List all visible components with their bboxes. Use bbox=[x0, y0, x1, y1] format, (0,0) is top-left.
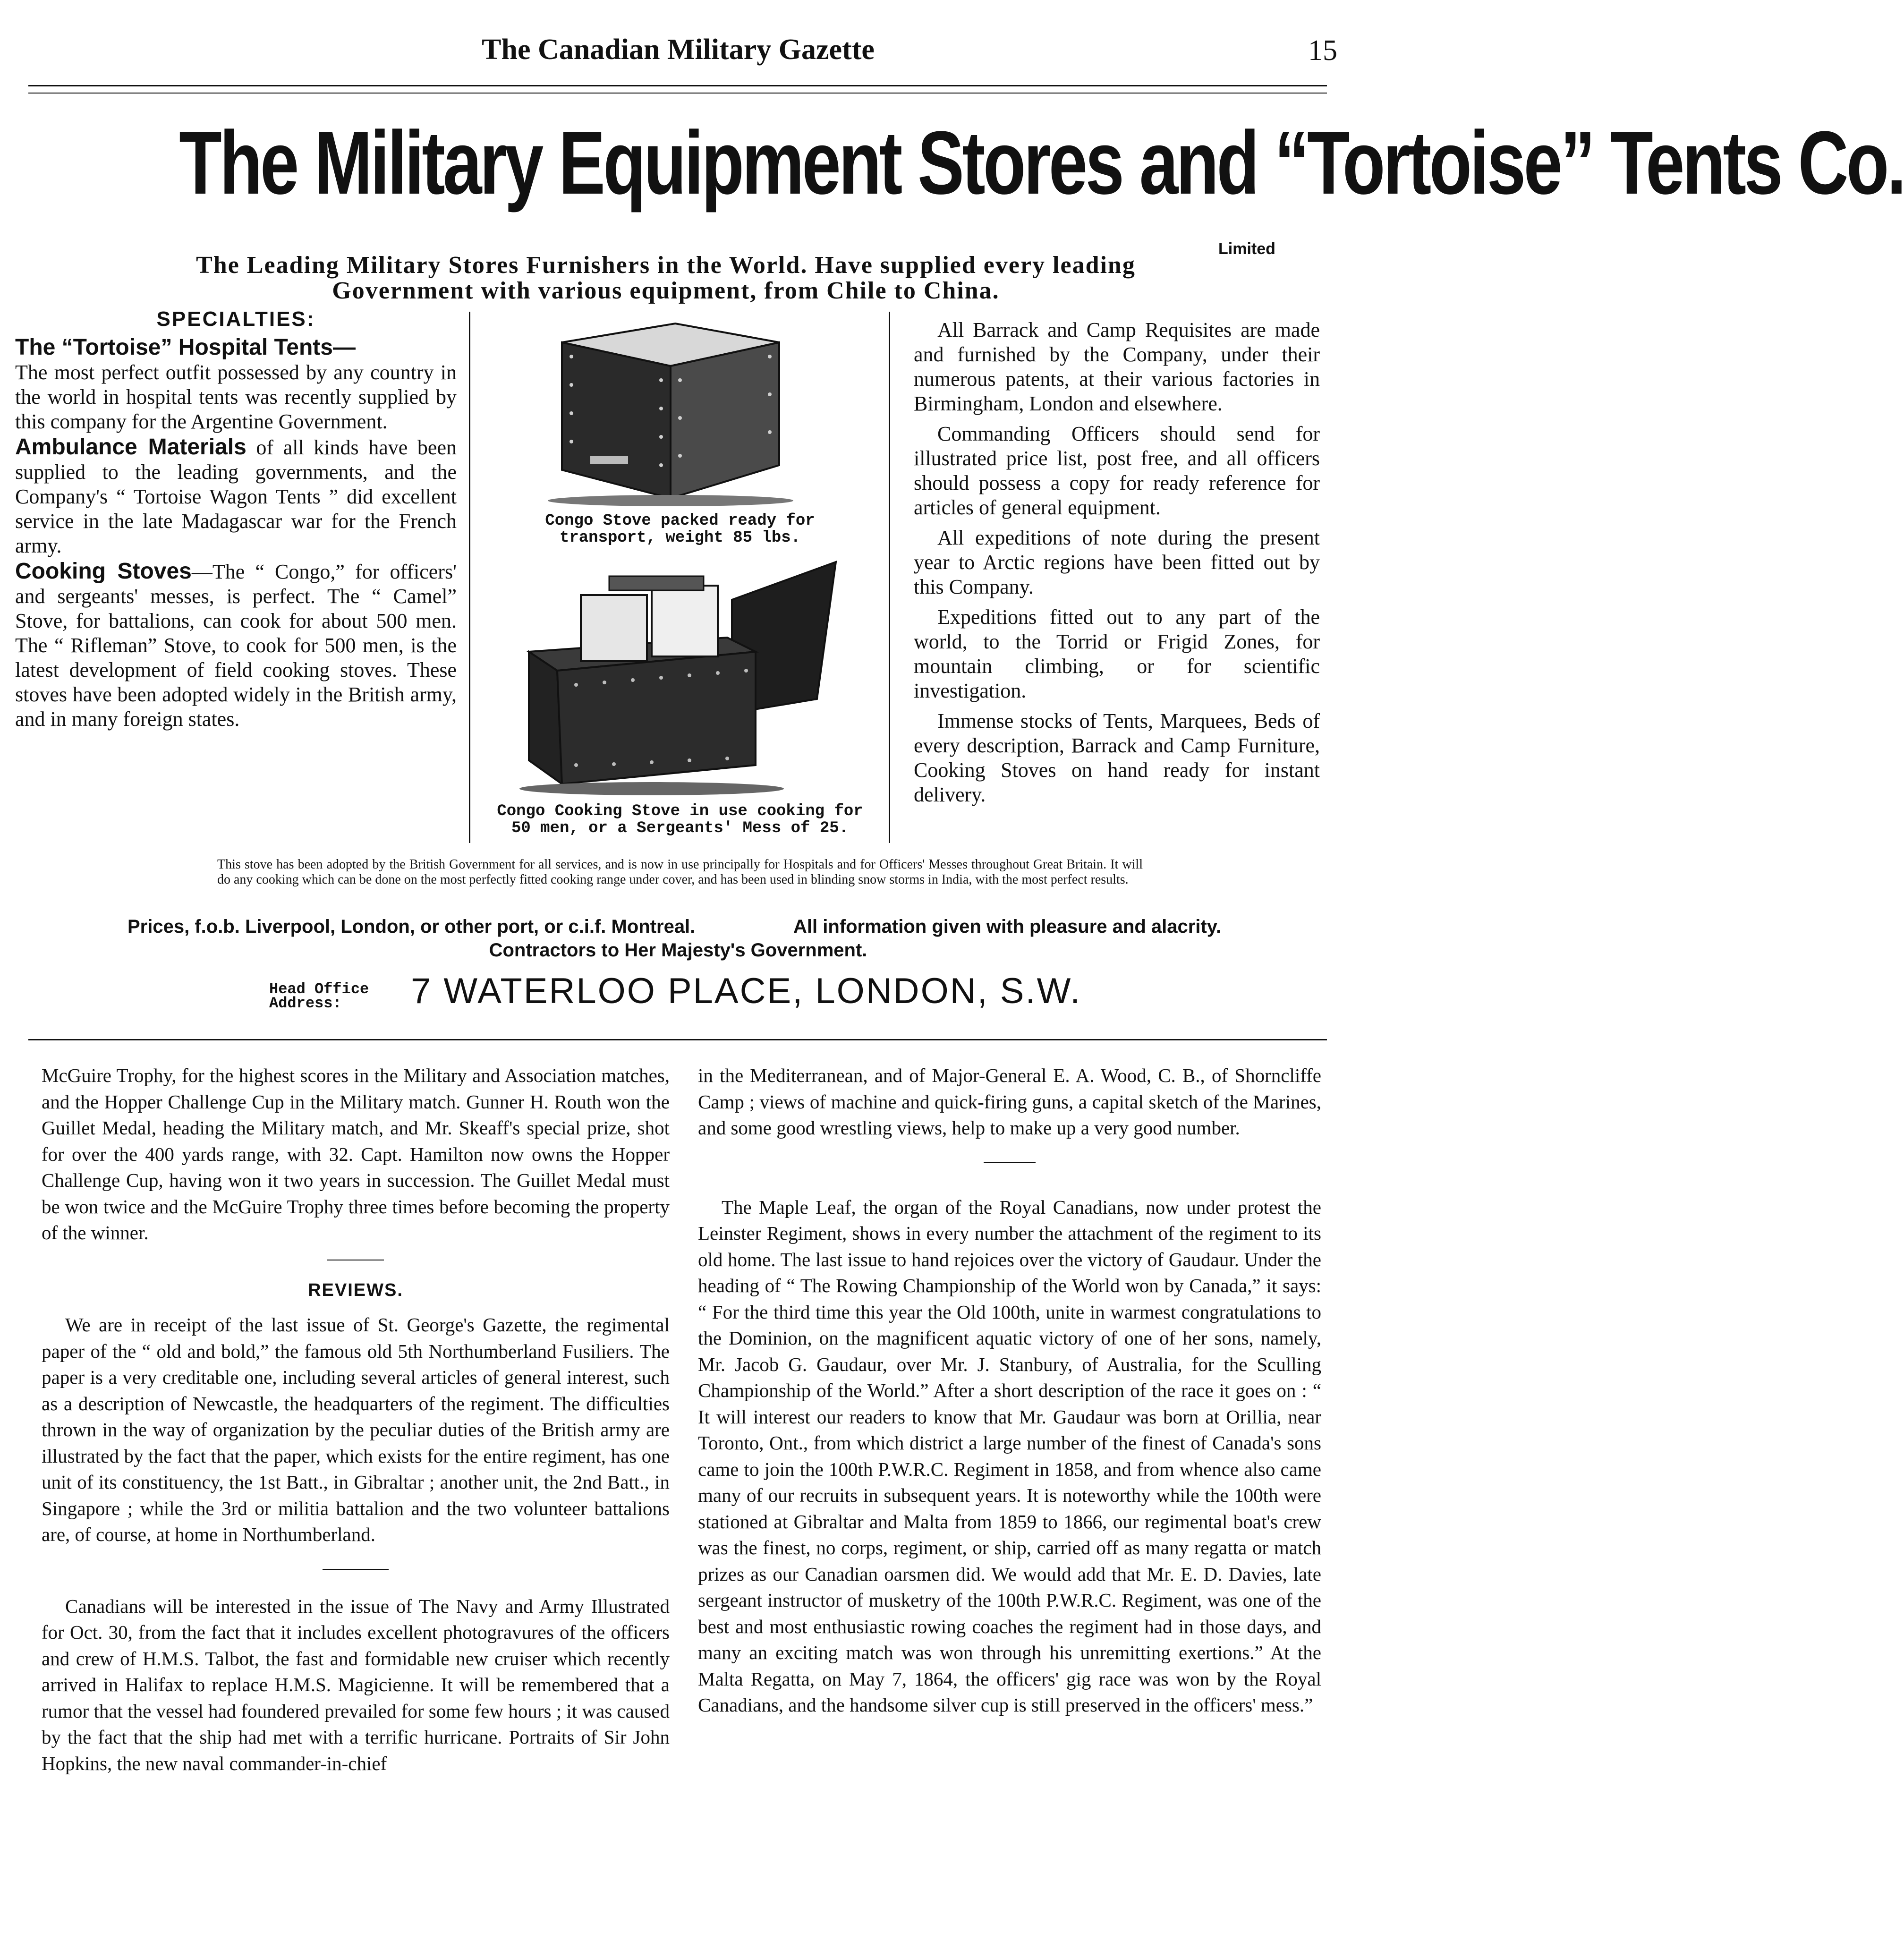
head-office-label bbox=[269, 982, 369, 1011]
tents-text: The most perfect outfit possessed by any country in the world in hospital tents was recently supplied by this company for the Argentine Government. bbox=[15, 361, 457, 433]
reviews-heading: REVIEWS. bbox=[308, 1280, 403, 1300]
head-office-label-line-1: Head Office bbox=[269, 980, 369, 998]
right-para-2: Commanding Officers should send for illustrated price list, post free, and all officers should possess a copy for ready reference for articles of general equipment. bbox=[914, 422, 1320, 519]
ambulance-heading: Ambulance Materials bbox=[15, 434, 246, 460]
right-para-4: Expeditions fitted out to any part of the world, to the Torrid or Frigid Zones, for mountain climbing, or for scientific investigation. bbox=[914, 605, 1320, 702]
article-left-para-3: Canadians will be interested in the issue of The Navy and Army Illustrated for Oct. 30, from the fact that it includes excellent photogravures of the officers and crew of H.M.S. Talbot, the fast and formidable new cruiser which recently arrived in Halifax to replace H.M.S. Magicienne. It will be remembered that a rumor that the vessel had foundered prevailed for some few hours ; it was caused by the fact that the ship had met with a terrific hurricane. Portraits of Sir John Hopkins, the new naval commander-in-chief bbox=[42, 1595, 670, 1774]
right-para-3: All expeditions of note during the present year to Arctic regions have been fitted out by this Company. bbox=[914, 526, 1320, 598]
caption-stove-in-use: Congo Cooking Stove in use cooking for 50 men, or a Sergeants' Mess of 25. bbox=[497, 802, 863, 837]
info-line: All information given with pleasure and alacrity. bbox=[793, 916, 1222, 937]
article-rule-3 bbox=[984, 1162, 1036, 1163]
tents-heading: The “Tortoise” Hospital Tents— bbox=[15, 335, 356, 360]
article-right-para-2: The Maple Leaf, the organ of the Royal Canadians, now under protest the Leinster Regiment, shows in every number the attachment of the regiment to its old home. The last issue to hand rejoices over the victory of Gaudaur. Under the heading of “ The Rowing Championship of the World won by Canada,” it says: “ For the third time this year the Old 100th, unite in warmest congratulations to the Dominion, on the magnificent aquatic victory of one of her sons, namely, Mr. Jacob G. Gaudaur, over Mr. J. Stanbury, of Australia, for the Sculling Championship of the World.” After a short description of the race it goes on : “ It will interest our readers to know that Mr. Gaudaur was born at Orillia, near Toronto, Ont., from which district a large number of the finest of Canada's sons came to join the 100th P.W.R.C. Regiment in 1858, and from whence also came many of our recruits in subsequent years. It is noteworthy while the 100th were stationed at Gibraltar and Malta from 1859 to 1866, our regimental boat's crew was the finest, no corps, regiment, or ship, carried off as many regatta or match prizes as our Canadian oarsmen did. We would add that Mr. E. D. Davies, late sergeant instructor of musketry of the 100th P.W.R.C. Regiment, was one of the best and most enthusiastic rowing coaches the regiment had in those days, and many an exciting match was won through his unremitting exertions.” At the Malta Regatta, on May 7, 1864, the officers' gig race was won by the Royal Canadians, and the handsome silver cup is still preserved in the officers' mess.” bbox=[698, 1196, 1321, 1716]
prices-line: Prices, f.o.b. Liverpool, London, or other port, or c.i.f. Montreal. bbox=[128, 916, 696, 937]
limited-label: Limited bbox=[1218, 240, 1275, 258]
header-rule-2 bbox=[28, 93, 1327, 94]
article-right-column bbox=[698, 1063, 1321, 1719]
ad-divider-right bbox=[889, 312, 890, 843]
ad-tagline bbox=[94, 253, 1237, 304]
ad-divider-left bbox=[469, 312, 470, 843]
running-title: The Canadian Military Gazette bbox=[482, 34, 875, 66]
cooking-text: —The “ Congo,” for officers' and sergeants' messes, is perfect. The “ Camel” Stove, for battalions, can cook for about 500 men. The “ Rifleman” Stove, to cook for 500 men, is the latest development of field cooking stoves. These stoves have been adopted widely in the British army, and in many foreign states. bbox=[15, 560, 457, 731]
tagline-line-2: Government with various equipment, from Chile to China. bbox=[332, 277, 1000, 304]
page-number: 15 bbox=[1308, 34, 1337, 67]
caption-packed-stove: Congo Stove packed ready for transport, weight 85 lbs. bbox=[545, 512, 815, 547]
article-right-para-1: in the Mediterranean, and of Major-General E. A. Wood, C. B., of Shorncliffe Camp ; views of machine and quick-firing guns, a capital sketch of the Marines, and some good wrestling views, help to make up a very good number. bbox=[698, 1064, 1321, 1139]
specialties-heading: SPECIALTIES: bbox=[156, 307, 315, 331]
congo-stove-packed-illustration bbox=[534, 314, 817, 508]
head-office-label-line-2: Address: bbox=[269, 995, 342, 1012]
ad-right-column bbox=[914, 318, 1320, 807]
contractors-line: Contractors to Her Majesty's Government. bbox=[489, 940, 867, 961]
ambulance-text: of all kinds have been supplied to the leading governments, and the Company's “ Tortoise Wagon Tents ” did excellent service in the late Madagascar war for the French army. bbox=[15, 436, 457, 557]
cooking-heading: Cooking Stoves bbox=[15, 559, 192, 584]
header-rule bbox=[28, 85, 1327, 86]
right-para-1: All Barrack and Camp Requisites are made and furnished by the Company, under their numerous patents, at their various factories in Birmingham, London and elsewhere. bbox=[914, 318, 1320, 415]
right-para-5: Immense stocks of Tents, Marquees, Beds of every description, Barrack and Camp Furniture, Cooking Stoves on hand ready for instant delivery. bbox=[914, 709, 1320, 806]
ad-left-column bbox=[15, 307, 457, 732]
article-left-column bbox=[42, 1063, 670, 1777]
ad-banner-title: The Military Equipment Stores and “Tortoise” Tents Co. bbox=[179, 113, 1904, 213]
ad-bottom-rule bbox=[28, 1039, 1327, 1040]
article-left-para-2: We are in receipt of the last issue of St. George's Gazette, the regimental paper of the “ old and bold,” the famous old 5th Northumberland Fusiliers. The paper is a very creditable one, including several articles of general interest, such as a description of Newcastle, the headquarters of the regiment. The difficulties thrown in the way of organization by the peculiar duties of the British army are illustrated by the fact that the paper, which exists for the entire regiment, has one unit of its constituency, the 1st Batt., in Gibraltar ; another unit, the 2nd Batt., in Singapore ; while the 3rd or militia battalion and the two volunteer battalions are, of course, at home in Northumberland. bbox=[42, 1314, 670, 1545]
article-left-para-1: McGuire Trophy, for the highest scores in the Military and Association matches, and the Hopper Challenge Cup in the Military match. Gunner H. Routh won the Guillet Medal, heading the Military match, and Mr. Skeaff's special prize, shot for over the 400 yards range, with 32. Capt. Hamilton now owns the Hopper Challenge Cup, having won it two years in succession. The Guillet Medal must be won twice and the McGuire Trophy three times before becoming the property of the winner. bbox=[42, 1064, 670, 1243]
stove-footnote: This stove has been adopted by the British Government for all services, and is now in use principally for Hospitals and for Officers' Messes throughout Great Britain. It will do any cooking which can be done on the most perfectly fitted cooking range under cover, and has been used in blinding snow storms in India, with the most perfect results. bbox=[217, 857, 1143, 887]
article-rule-2 bbox=[323, 1569, 389, 1570]
congo-stove-in-use-illustration bbox=[510, 557, 850, 798]
head-office-address: 7 WATERLOO PLACE, LONDON, S.W. bbox=[411, 971, 1082, 1011]
tagline-line-1: The Leading Military Stores Furnishers in the World. Have supplied every leading bbox=[196, 252, 1136, 279]
